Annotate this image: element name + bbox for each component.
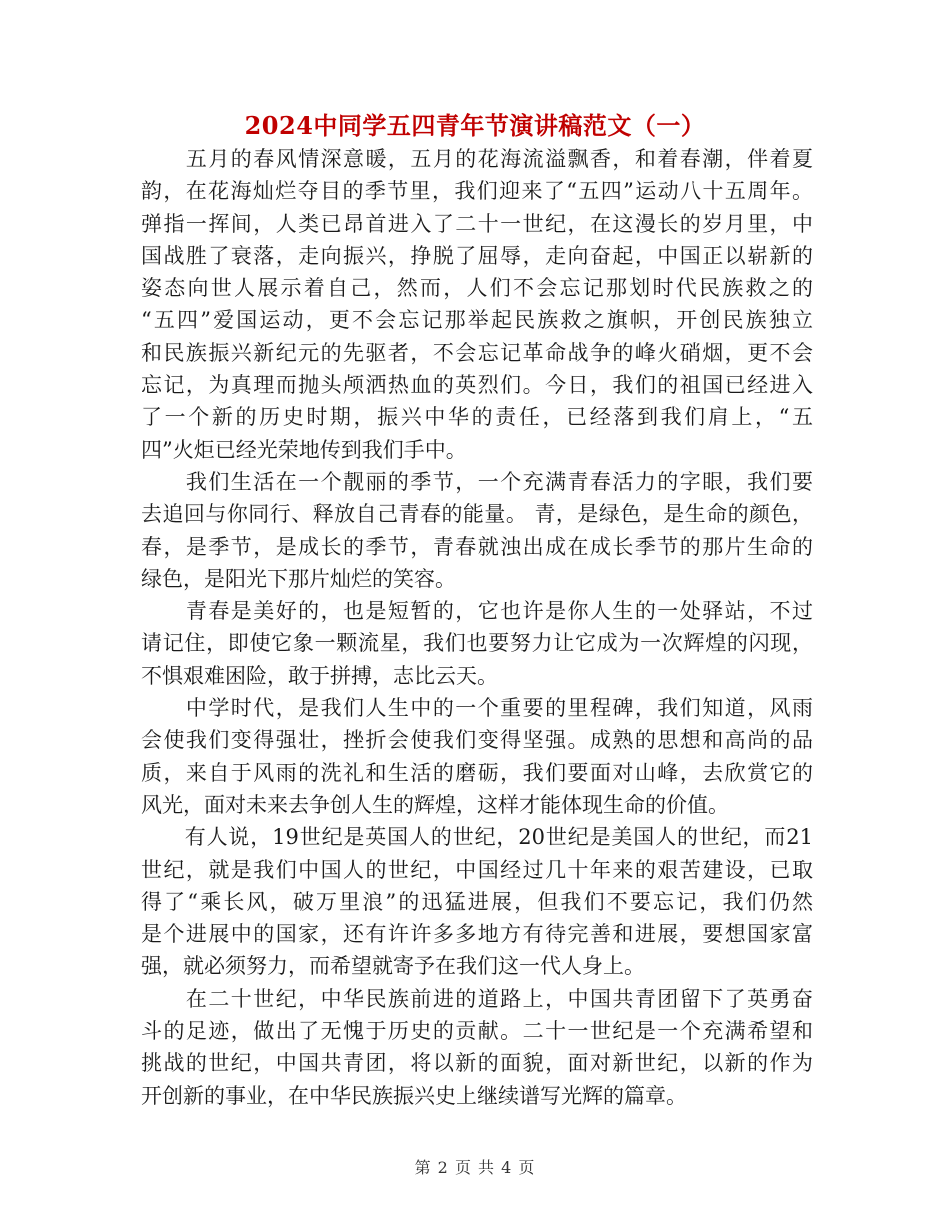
text-line: 中学时代，是我们人生中的一个重要的里程碑，我们知道，风雨 xyxy=(141,696,813,721)
text-line: 斗的足迹，做出了无愧于历史的贡献。二十一世纪是一个充满希望和 xyxy=(141,1019,813,1044)
text-line: 姿态向世人展示着自己，然而，人们不会忘记那划时代民族救之的 xyxy=(141,276,813,301)
text-line: 和民族振兴新纪元的先驱者，不会忘记革命战争的峰火硝烟，更不会 xyxy=(141,340,813,365)
paragraph xyxy=(141,821,813,982)
text-line: 韵，在花海灿烂夺目的季节里，我们迎来了“五四”运动八十五周年。 xyxy=(141,179,813,204)
paragraph xyxy=(141,466,813,595)
paragraph xyxy=(141,595,813,692)
text-line: 请记住，即使它象一颗流星，我们也要努力让它成为一次辉煌的闪现， xyxy=(141,631,813,656)
text-line: 弹指一挥间，人类已昂首进入了二十一世纪，在这漫长的岁月里，中 xyxy=(141,211,813,236)
paragraph xyxy=(141,983,813,1112)
text-line: “五四”爱国运动，更不会忘记那举起民族救之旗帜，开创民族独立 xyxy=(141,308,813,333)
text-line: 开创新的事业，在中华民族振兴史上继续谱写光辉的篇章。 xyxy=(141,1083,687,1108)
text-line: 有人说，19世纪是英国人的世纪，20世纪是美国人的世纪，而21 xyxy=(141,825,813,850)
text-line: 春，是季节，是成长的季节，青春就浊出成在成长季节的那片生命的 xyxy=(141,534,813,559)
text-line: 在二十世纪，中华民族前进的道路上，中国共青团留下了英勇奋 xyxy=(141,986,813,1011)
text-line: 青春是美好的，也是短暂的，它也许是你人生的一处驿站，不过 xyxy=(141,599,813,624)
text-line: 忘记，为真理而抛头颅洒热血的英烈们。今日，我们的祖国已经进入 xyxy=(141,373,813,398)
text-line: 风光，面对未来去争创人生的辉煌，这样才能体现生命的价值。 xyxy=(141,792,729,817)
text-line: 五月的春风情深意暖，五月的花海流溢飘香，和着春潮，伴着夏 xyxy=(141,147,813,171)
document-title: 2024中同学五四青年节演讲稿范文（一） xyxy=(244,111,706,140)
page-footer: 第 2 页 共 4 页 xyxy=(414,1158,536,1177)
text-line: 挑战的世纪，中国共青团，将以新的面貌，面对新世纪，以新的作为 xyxy=(141,1051,813,1076)
text-line: 强，就必须努力，而希望就寄予在我们这一代人身上。 xyxy=(141,954,645,979)
text-line: 我们生活在一个靓丽的季节，一个充满青春活力的字眼，我们要 xyxy=(141,469,813,494)
text-line: 质，来自于风雨的洗礼和生活的磨砺，我们要面对山峰，去欣赏它的 xyxy=(141,760,813,785)
text-line: 四”火炬已经光荣地传到我们手中。 xyxy=(141,437,467,462)
text-line: 得了“乘长风，破万里浪”的迅猛进展，但我们不要忘记，我们仍然 xyxy=(141,889,813,914)
text-line: 会使我们变得强壮，挫折会使我们变得坚强。成熟的思想和高尚的品 xyxy=(141,728,813,753)
document-body xyxy=(141,143,813,1112)
text-line: 去追回与你同行、释放自己青春的能量。 青，是绿色，是生命的颜色， xyxy=(141,502,813,527)
text-line: 绿色，是阳光下那片灿烂的笑容。 xyxy=(141,566,456,591)
text-line: 不惧艰难困险，敢于拼搏，志比云天。 xyxy=(141,663,498,688)
paragraph xyxy=(141,692,813,821)
paragraph xyxy=(141,143,813,466)
text-line: 国战胜了衰落，走向振兴，挣脱了屈辱，走向奋起，中国正以崭新的 xyxy=(141,243,813,268)
text-line: 了一个新的历史时期，振兴中华的责任，已经落到我们肩上，“五 xyxy=(141,405,813,430)
text-line: 是个进展中的国家，还有许许多多地方有待完善和进展，要想国家富 xyxy=(141,922,813,947)
text-line: 世纪，就是我们中国人的世纪，中国经过几十年来的艰苦建设，已取 xyxy=(141,857,813,882)
